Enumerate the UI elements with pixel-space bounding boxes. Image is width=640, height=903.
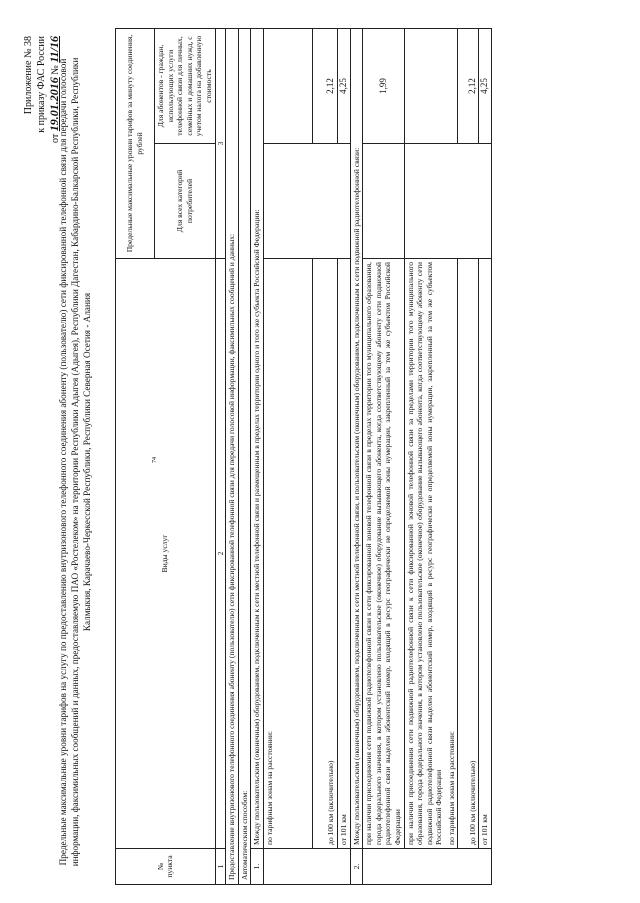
item1-over-101: от 101 км (337, 259, 350, 849)
method-row (238, 29, 251, 885)
empty-cell (404, 29, 458, 144)
number-prefix: № (50, 65, 61, 75)
item1-val-over-101: 4,25 (337, 29, 350, 144)
item2-case-b-cell (404, 259, 458, 849)
item1-all-users-cell (263, 144, 350, 259)
empty-cell (363, 144, 404, 259)
appendix-to-order: к приказу ФАС России (36, 36, 47, 133)
order-date: 19.01.2016 (47, 77, 61, 132)
appendix-title: Приложение № 38 (23, 36, 34, 115)
automatic-method: Автоматическим способом: (238, 29, 251, 885)
table-row (363, 29, 404, 885)
empty-cell (363, 849, 492, 885)
item1-up-to-100: до 100 км (включительно) (312, 259, 337, 849)
header-services: Виды услуг (116, 259, 216, 849)
document-title: Предельные максимальные уровни тарифов на услугу по предоставлению внутризонового телефонного соединения абоненту (пользователю) сети фиксированной телефонной связи для передачи голосовой информации, факсимильных сообщений и данных, предоставляемую ПАО «Ростелеком» на территории Республики Адыгея (Адыгея), Республики Дагестан, Кабардино-Балкарской Республики, Республики Калмыкия, Карачаево-Черкесской Республики, Республики Северная Осетия - Алания (58, 57, 92, 867)
header-all-users: Для всех категорий потребителей (155, 144, 216, 259)
header-citizens: Для абонентов - граждан, использующих услуги телефонной связи для личных, семейных и домашних нужд, с учетом налога на добавленную стоимость (155, 29, 216, 144)
item1-tariff-zones: по тарифным зонам на расстоянии: (263, 259, 312, 849)
header-levels: Предельные максимальные уровни тарифов за минуту соединения, рублей (116, 29, 155, 259)
item2-case-b: при наличии присоединения сети подвижной радиотелефонной связи к сети фиксированной зоновой телефонной связи за пределами территории того муниципального образования, города федерального значения, в котором установлено пользовательское (оконечное) оборудование вызывающего абонента, когда соответствующему абоненту сети подвижной радиотелефонной связи выделен абонентский номер, входящий в ресурс географически не определяемой зоны нумерации, закрепленный за тем же субъектом Российской Федерации (405, 262, 444, 845)
item2-text: Между пользовательским (оконечным) оборудованием, подключенным к сети местной телефонной связи, и пользовательским (оконечным) оборудованием, подключенным к сети подвижной радиотелефонной связи: (350, 29, 363, 849)
item2-up-to-100: до 100 км (включительно) (458, 259, 479, 849)
index-1: 1 (215, 849, 226, 885)
table-row (251, 29, 264, 885)
page-number: 74 (152, 457, 158, 463)
section-title: Предоставление внутризонового телефонного соединения абоненту (пользователю) сети фиксированной телефонной связи для передачи голосовой информации, факсимильных сообщений и данных: (226, 29, 239, 885)
item2-val-over-101: 4,25 (479, 29, 492, 144)
item2-tariff-zones: по тарифным зонам на расстоянии: (446, 731, 456, 845)
table-row (350, 29, 363, 885)
index-2: 2 (215, 259, 226, 849)
item2-over-101: от 101 км (479, 259, 492, 849)
item2-val-case-a: 1,99 (363, 29, 404, 144)
item1-val-up-to-100: 2,12 (312, 29, 337, 144)
item1-num: 1. (251, 849, 264, 885)
item2-val-up-to-100: 2,12 (458, 29, 479, 144)
item2-case-a: при наличии присоединения сети подвижной радиотелефонной связи к сети фиксированной зоновой телефонной связи в пределах территории того муниципального образования, города федерального значения, в котором установлено пользовательское (оконечное) оборудование вызывающего абонента, когда соответствующему абоненту сети подвижной радиотелефонной связи выделен абонентский номер, входящий в ресурс географически не определяемой зоны нумерации, закрепленный за тем же субъектом Российской Федерации (363, 259, 404, 849)
column-index-row (215, 29, 226, 885)
section-row (226, 29, 239, 885)
empty-cell (404, 144, 492, 259)
empty-cell (263, 849, 350, 885)
header-num: № пункта (116, 849, 216, 885)
appendix-header (22, 36, 62, 143)
table-header-row (116, 29, 155, 885)
tariff-table (115, 28, 492, 885)
order-number: 11/16 (47, 36, 61, 63)
index-3: 3 (215, 29, 226, 259)
empty-cell (263, 29, 312, 144)
item1-text: Между пользовательским (оконечным) оборудованием, подключенным к сети местной телефонной связи и размещенным в пределах территории одного и того же субъекта Российской Федерации: (251, 29, 264, 849)
table-row (404, 29, 458, 885)
item2-num: 2. (350, 849, 363, 885)
date-prefix: от (50, 133, 61, 143)
table-row (263, 29, 312, 885)
